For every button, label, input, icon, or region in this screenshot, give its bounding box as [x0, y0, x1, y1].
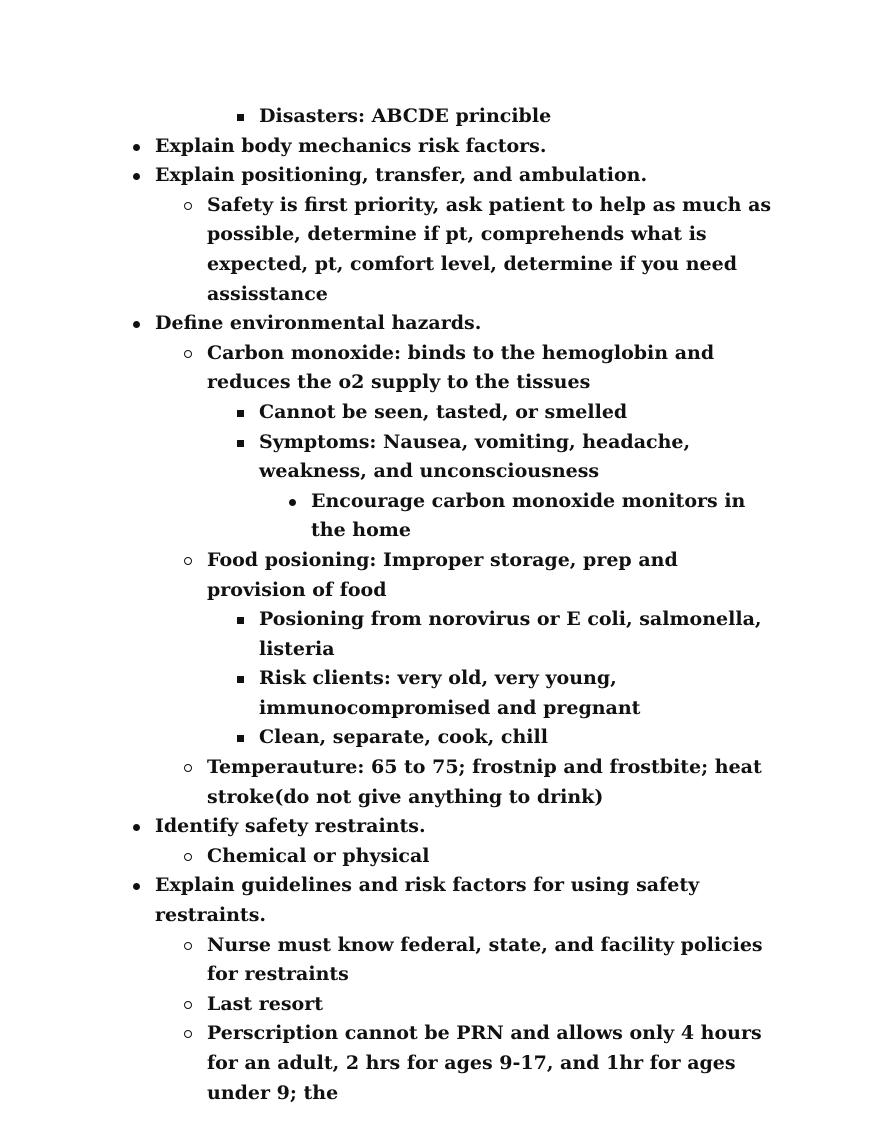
bulleted-notes-list: [130, 102, 780, 1108]
list-item-text: Perscription cannot be PRN and allows only 4 hours for an adult, 2 hrs for ages 9-17, and 1hr for ages under 9; the: [207, 1022, 762, 1104]
list-item: [130, 487, 780, 546]
list-item-text: Explain body mechanics risk factors.: [155, 134, 547, 157]
list-item: [130, 605, 780, 664]
list-item-text: Explain guidelines and risk factors for using safety restraints.: [155, 874, 700, 927]
list-item: [130, 161, 780, 191]
list-item: [130, 753, 780, 812]
list-item: [130, 990, 780, 1020]
list-item-text: Symptoms: Nausea, vomiting, headache, weakness, and unconsciousness: [259, 430, 691, 483]
list-item-text: Encourage carbon monoxide monitors in the home: [311, 489, 746, 542]
list-item: [130, 132, 780, 162]
list-item-text: Temperauture: 65 to 75; frostnip and frostbite; heat stroke(do not give anything to drink): [207, 756, 762, 808]
list-item: [130, 428, 780, 487]
list-item: [130, 191, 780, 309]
list-item-text: Define environmental hazards.: [155, 312, 482, 335]
list-item-text: Nurse must know federal, state, and facility policies for restraints: [207, 933, 763, 986]
list-item: [130, 1019, 780, 1108]
list-item-text: Chemical or physical: [207, 844, 430, 867]
list-item: [130, 871, 780, 930]
list-item: [130, 102, 780, 132]
list-item-text: Food posioning: Improper storage, prep and provision of food: [207, 548, 678, 601]
list-item-text: Last resort: [207, 992, 324, 1015]
list-item: [130, 723, 780, 753]
list-item: [130, 812, 780, 842]
list-item-text: Explain positioning, transfer, and ambulation.: [155, 164, 648, 187]
list-item: [130, 309, 780, 339]
list-item-text: Carbon monoxide: binds to the hemoglobin and reduces the o2 supply to the tissues: [207, 341, 715, 394]
list-item-text: Identify safety restraints.: [155, 815, 426, 838]
list-item-text: Risk clients: very old, very young, immunocompromised and pregnant: [259, 667, 641, 719]
list-item: [130, 398, 780, 428]
list-item: [130, 339, 780, 398]
list-item: [130, 546, 780, 605]
list-item-text: Clean, separate, cook, chill: [259, 726, 548, 749]
list-item-text: Cannot be seen, tasted, or smelled: [259, 400, 628, 423]
list-item: [130, 842, 780, 872]
list-item: [130, 931, 780, 990]
list-item-text: Safety is first priority, ask patient to help as much as possible, determine if pt, comprehends what is expected, pt, comfort level, determine if you need assisstance: [207, 193, 772, 305]
list-item: [130, 664, 780, 723]
list-item-text: Disasters: ABCDE princible: [259, 105, 552, 127]
list-item-text: Posioning from norovirus or E coli, salmonella, listeria: [259, 608, 762, 660]
